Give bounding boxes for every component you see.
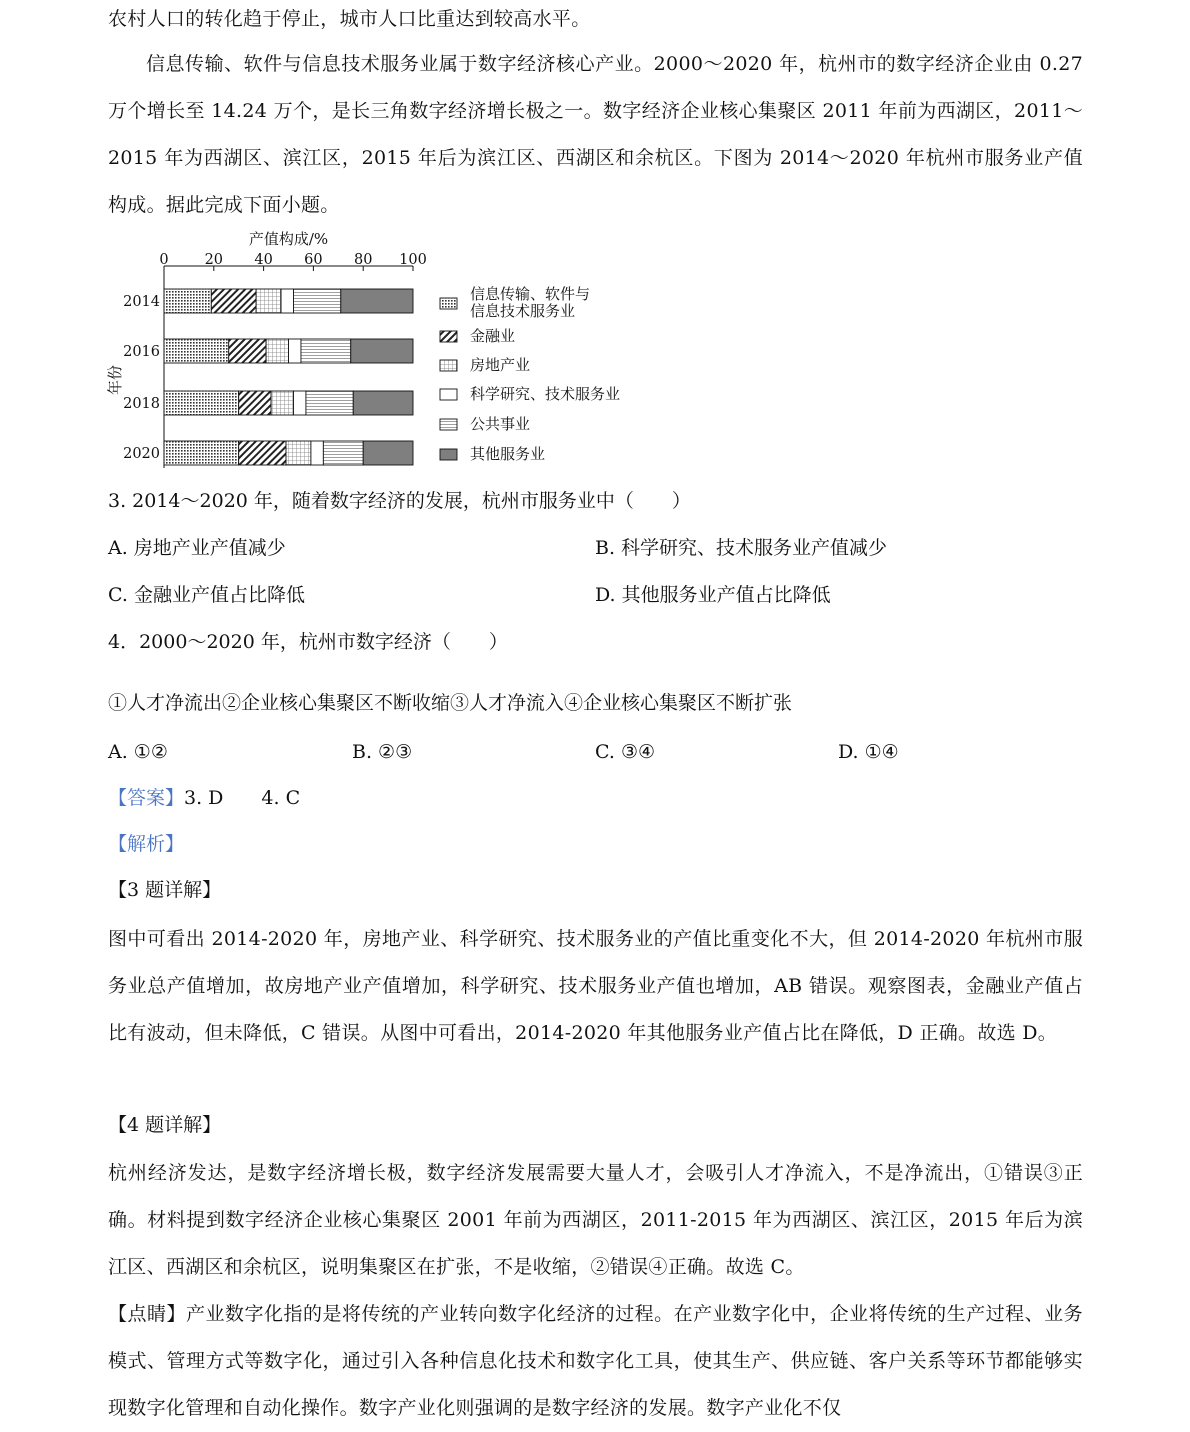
y-tick-label: 2016	[123, 344, 160, 360]
bar-segment	[164, 441, 239, 465]
bar-segment	[256, 289, 281, 313]
bar-segment	[341, 289, 413, 313]
bar-segment	[323, 441, 363, 465]
q4-detail-text: 杭州经济发达，是数字经济增长极，数字经济发展需要大量人才，会吸引人才净流入，不是净流出，①错误③正确。材料提到数字经济企业核心集聚区 2001 年前为西湖区，2011-2015 年为西湖区、滨江区，2015 年后为滨江区、西湖区和余杭区，说明集聚区在扩张，不是收缩，②错误④正确。故选 C。	[108, 1162, 1083, 1278]
bar-segment	[363, 441, 413, 465]
bar-segment	[293, 289, 340, 313]
q4-option-a[interactable]: A. ①②	[108, 741, 168, 763]
y-tick-label: 2014	[123, 294, 160, 310]
q3-detail-heading: 【3 题详解】	[108, 879, 222, 901]
bar-segment	[239, 441, 286, 465]
bar-segment	[266, 339, 288, 363]
x-tick-label: 60	[304, 252, 323, 268]
legend-label: 信息传输、软件与	[470, 285, 591, 303]
y-tick-label: 2020	[123, 446, 160, 462]
legend-swatch	[440, 449, 457, 460]
legend-swatch	[440, 331, 457, 342]
x-tick-label: 40	[254, 252, 273, 268]
bar-segment	[164, 289, 211, 313]
bar-segment	[289, 339, 301, 363]
analysis-label: 【解析】	[108, 833, 185, 855]
legend-label: 公共事业	[470, 415, 531, 433]
y-axis-title: 年份	[106, 364, 124, 396]
x-tick-label: 0	[159, 252, 169, 268]
x-axis-title: 产值构成/%	[248, 230, 329, 248]
answer-value: 3. D 4. C	[184, 787, 301, 809]
bar-segment	[286, 441, 311, 465]
q3-detail-text: 图中可看出 2014-2020 年，房地产业、科学研究、技术服务业的产值比重变化不大，但 2014-2020 年杭州市服务业总产值增加，故房地产业产值增加，科学研究、技术服务业产值也增加，AB 错误。观察图表，金融业产值占比有波动，但未降低，C 错误。从图中可看出，2014-2020 年其他服务业产值占比在降低，D 正确。故选 D。	[108, 928, 1083, 1044]
answer-line	[108, 785, 300, 811]
question-3-stem: 3. 2014～2020 年，随着数字经济的发展，杭州市服务业中（ ）	[108, 490, 691, 512]
bar-segment	[271, 391, 293, 415]
q3-option-a[interactable]: A. 房地产业产值减少	[108, 537, 286, 559]
legend-label: 信息技术服务业	[470, 302, 576, 320]
q3-option-d[interactable]: D. 其他服务业产值占比降低	[595, 584, 831, 606]
legend-label: 金融业	[470, 327, 516, 345]
bar-segment	[351, 339, 413, 363]
answer-label: 【答案】	[108, 787, 185, 809]
q3-option-b[interactable]: B. 科学研究、技术服务业产值减少	[595, 537, 888, 559]
bar-segment	[306, 391, 353, 415]
service-industry-chart	[100, 228, 660, 473]
material-line-top: 农村人口的转化趋于停止，城市人口比重达到较高水平。	[108, 8, 591, 30]
legend-swatch	[440, 360, 457, 371]
question-4-statements: ①人才净流出②企业核心集聚区不断收缩③人才净流入④企业核心集聚区不断扩张	[108, 692, 793, 714]
q4-option-d[interactable]: D. ①④	[838, 741, 899, 763]
x-tick-label: 80	[353, 252, 373, 268]
legend-swatch	[440, 298, 457, 309]
material-paragraph: 信息传输、软件与信息技术服务业属于数字经济核心产业。2000～2020 年，杭州市的数字经济企业由 0.27 万个增长至 14.24 万个，是长三角数字经济增长极之一。数字经济企业核心集聚区 2011 年前为西湖区，2011～2015 年为西湖区、滨江区，2015 年后为滨江区、西湖区和余杭区。下图为 2014～2020 年杭州市服务业产值构成。据此完成下面小题。	[108, 53, 1083, 216]
legend-label: 科学研究、技术服务业	[470, 385, 621, 403]
tip-label: 【点睛】	[108, 1303, 187, 1325]
legend-swatch	[440, 389, 457, 400]
tip-text: 产业数字化指的是将传统的产业转向数字化经济的过程。在产业数字化中，企业将传统的生产过程、业务模式、管理方式等数字化，通过引入各种信息化技术和数字化工具，使其生产、供应链、客户关系等环节都能够实现数字化管理和自动化操作。数字产业化则强调的是数字经济的发展。数字产业化不仅	[108, 1303, 1083, 1419]
bar-segment	[311, 441, 323, 465]
q4-option-c[interactable]: C. ③④	[595, 741, 656, 763]
bar-segment	[293, 391, 305, 415]
q4-detail-heading: 【4 题详解】	[108, 1114, 222, 1136]
tip-paragraph	[108, 1291, 1083, 1432]
question-4-stem: 4．2000～2020 年，杭州市数字经济（ ）	[108, 631, 508, 653]
q3-option-c[interactable]: C. 金融业产值占比降低	[108, 584, 305, 606]
y-tick-label: 2018	[123, 396, 160, 412]
bar-segment	[164, 391, 239, 415]
bar-segment	[229, 339, 266, 363]
bar-segment	[239, 391, 271, 415]
x-tick-label: 20	[204, 252, 224, 268]
bar-segment	[301, 339, 351, 363]
legend-label: 其他服务业	[470, 445, 546, 463]
q4-option-b[interactable]: B. ②③	[352, 741, 413, 763]
x-tick-label: 100	[399, 252, 427, 268]
bar-segment	[353, 391, 413, 415]
bar-segment	[281, 289, 293, 313]
bar-segment	[211, 289, 256, 313]
legend-swatch	[440, 419, 457, 430]
bar-segment	[164, 339, 229, 363]
legend-label: 房地产业	[470, 356, 531, 374]
chart-svg	[100, 228, 660, 473]
